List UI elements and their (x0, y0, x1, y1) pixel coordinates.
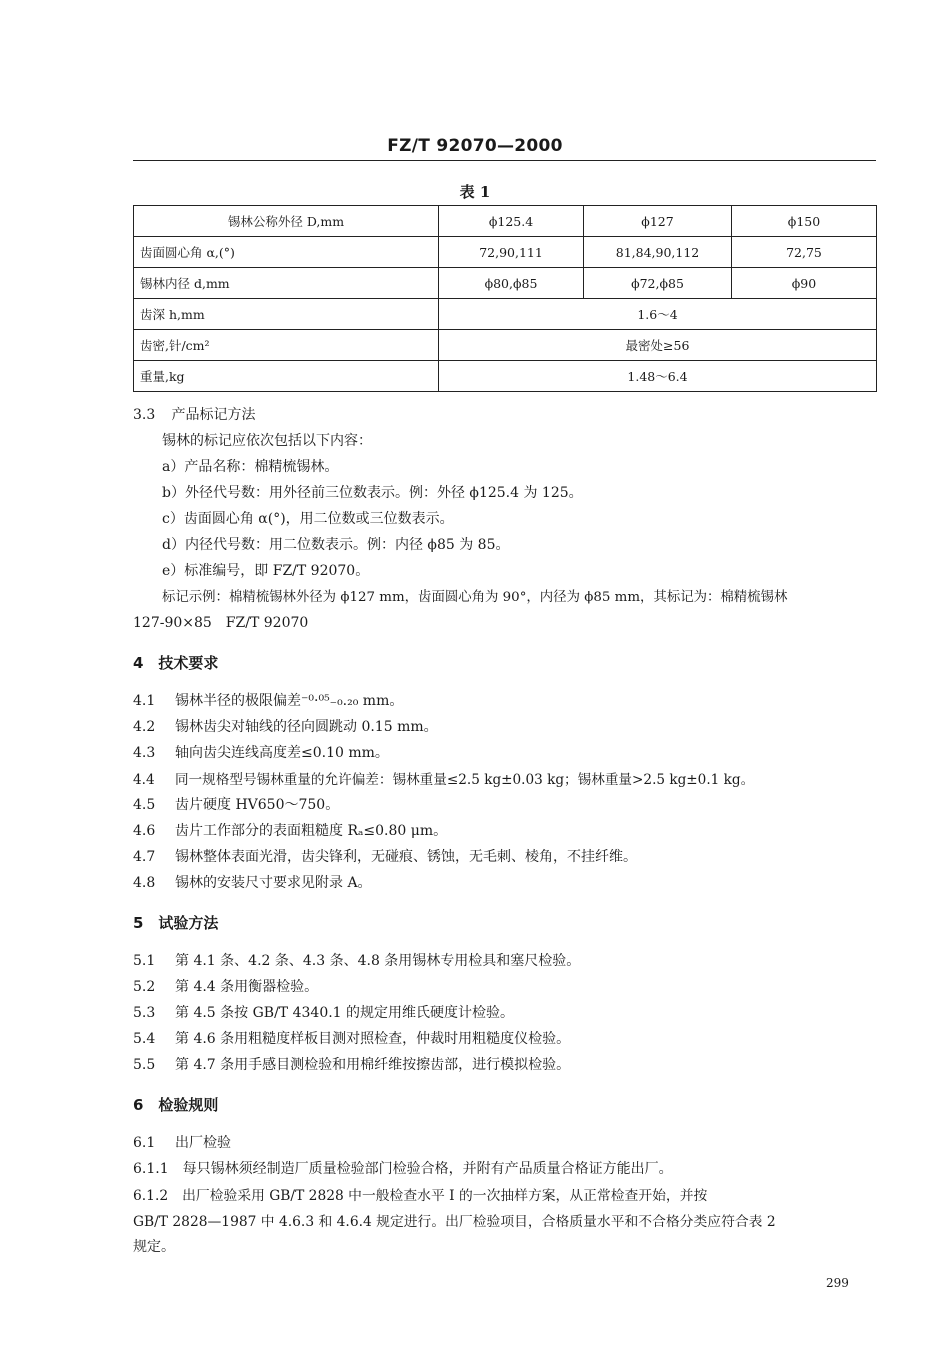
clause (133, 742, 389, 762)
table-cell-merged: 最密处≥56 (439, 330, 877, 361)
section-3-3-title (133, 404, 255, 424)
header-rule (133, 160, 876, 161)
example-line: 标记示例：棉精梳锡林外径为 ϕ127 mm，齿面圆心角为 90°，内径为 ϕ85 mm，其标记为：棉精梳锡林 (162, 590, 788, 605)
clause (133, 768, 754, 788)
list-item: e）标准编号，即 FZ/T 92070。 (162, 563, 370, 579)
clause-text: 第 4.7 条用手感目测检验和用棉纤维按擦齿部，进行模拟检验。 (175, 1057, 571, 1073)
section-title: 产品标记方法 (171, 407, 256, 423)
clause-number: 5.2 (133, 979, 156, 995)
section-6-heading: 6 检验规则 (133, 1096, 219, 1114)
clause-number: 6.1.2 (133, 1188, 169, 1204)
clause (133, 976, 318, 996)
clause-text: 锡林的安装尺寸要求见附录 A。 (175, 875, 372, 891)
table-row-label: 锡林内径 d,mm (134, 268, 439, 299)
example-line: 127-90×85 FZ/T 92070 (133, 615, 309, 631)
clause-number: 5.5 (133, 1057, 156, 1073)
clause-number: 6.1.1 (133, 1161, 169, 1177)
clause-number: 4.4 (133, 772, 155, 788)
table-cell: ϕ90 (732, 268, 877, 299)
list-item: b）外径代号数：用外径前三位数表示。例：外径 ϕ125.4 为 125。 (162, 485, 583, 501)
clause-text: 齿片工作部分的表面粗糙度 Rₐ≤0.80 μm。 (175, 823, 448, 839)
clause-text: 齿片硬度 HV650～750。 (175, 797, 340, 813)
table-cell: ϕ150 (732, 206, 877, 237)
list-item: a）产品名称：棉精梳锡林。 (162, 459, 339, 475)
spec-table (133, 205, 877, 392)
table-row (134, 299, 877, 330)
table-row (134, 237, 877, 268)
clause (133, 820, 447, 840)
clause-continuation: GB/T 2828—1987 中 4.6.3 和 4.6.4 规定进行。出厂检验项目，合格质量水平和不合格分类应符合表 2 (133, 1214, 776, 1230)
section-4-heading: 4 技术要求 (133, 654, 219, 672)
table-cell-merged: 1.48～6.4 (439, 361, 877, 392)
clause-number: 5.1 (133, 953, 156, 969)
table-caption: 表 1 (459, 183, 491, 201)
clause-text: 同一规格型号锡林重量的允许偏差：锡林重量≤2.5 kg±0.03 kg；锡林重量>2.5 kg±0.1 kg。 (175, 772, 755, 788)
clause-number: 4.2 (133, 719, 156, 735)
clause (133, 1184, 707, 1204)
table-row-label: 重量,kg (134, 361, 439, 392)
table-row (134, 268, 877, 299)
table-cell: 72,90,111 (439, 237, 584, 268)
clause (133, 1132, 231, 1152)
clause-text: 第 4.6 条用粗糙度样板目测对照检查，仲裁时用粗糙度仪检验。 (175, 1031, 571, 1047)
table-cell: 81,84,90,112 (584, 237, 732, 268)
clause (133, 1028, 570, 1048)
table-row-label: 齿密,针/cm² (134, 330, 439, 361)
clause-text: 第 4.4 条用衡器检验。 (175, 979, 319, 995)
table-row-label: 锡林公称外径 D,mm (134, 206, 439, 237)
table-cell: ϕ127 (584, 206, 732, 237)
clause-text: 锡林半径的极限偏差⁻⁰·⁰⁵₋₀.₂₀ mm。 (175, 693, 404, 709)
paragraph: 锡林的标记应依次包括以下内容： (162, 433, 372, 449)
table-cell: 72,75 (732, 237, 877, 268)
clause-text: 第 4.5 条按 GB/T 4340.1 的规定用维氏硬度计检验。 (175, 1005, 515, 1021)
clause-number: 4.5 (133, 797, 156, 813)
clause-text: 每只锡林须经制造厂质量检验部门检验合格，并附有产品质量合格证方能出厂。 (182, 1161, 673, 1177)
list-item: d）内径代号数：用二位数表示。例：内径 ϕ85 为 85。 (162, 537, 510, 553)
section-number: 3.3 (133, 407, 156, 423)
clause (133, 1158, 673, 1178)
section-5-heading: 5 试验方法 (133, 914, 219, 932)
table-cell: ϕ125.4 (439, 206, 584, 237)
clause (133, 1054, 570, 1074)
clause-text: 锡林齿尖对轴线的径向圆跳动 0.15 mm。 (175, 719, 438, 735)
clause-number: 5.4 (133, 1031, 156, 1047)
table-row (134, 206, 877, 237)
clause-continuation: 规定。 (133, 1239, 175, 1255)
table-row-label: 齿面圆心角 α,(°) (134, 237, 439, 268)
table-cell: ϕ72,ϕ85 (584, 268, 732, 299)
clause (133, 950, 580, 970)
clause-text: 出厂检验采用 GB/T 2828 中一般检查水平 Ⅰ 的一次抽样方案，从正常检查开始，并按 (182, 1188, 708, 1204)
clause-number: 4.8 (133, 875, 156, 891)
page-number: 299 (826, 1276, 849, 1290)
clause (133, 716, 438, 736)
clause-number: 4.7 (133, 849, 156, 865)
clause-text: 锡林整体表面光滑，齿尖锋利，无碰痕、锈蚀，无毛刺、棱角，不挂纤维。 (175, 849, 637, 865)
clause (133, 1002, 514, 1022)
table-cell: ϕ80,ϕ85 (439, 268, 584, 299)
clause-number: 6.1 (133, 1135, 156, 1151)
clause (133, 794, 339, 814)
table-row (134, 330, 877, 361)
clause-text: 第 4.1 条、4.2 条、4.3 条、4.8 条用锡林专用检具和塞尺检验。 (175, 953, 581, 969)
clause-text: 轴向齿尖连线高度差≤0.10 mm。 (175, 745, 389, 761)
clause (133, 690, 403, 710)
list-item: c）齿面圆心角 α(°)，用二位数或三位数表示。 (162, 511, 454, 527)
clause (133, 846, 637, 866)
clause-number: 5.3 (133, 1005, 156, 1021)
clause (133, 872, 372, 892)
clause-text: 出厂检验 (175, 1135, 231, 1151)
clause-number: 4.6 (133, 823, 156, 839)
table-row-label: 齿深 h,mm (134, 299, 439, 330)
table-cell-merged: 1.6～4 (439, 299, 877, 330)
table-row (134, 361, 877, 392)
standard-code-header: FZ/T 92070—2000 (387, 136, 563, 156)
clause-number: 4.1 (133, 693, 156, 709)
clause-number: 4.3 (133, 745, 156, 761)
